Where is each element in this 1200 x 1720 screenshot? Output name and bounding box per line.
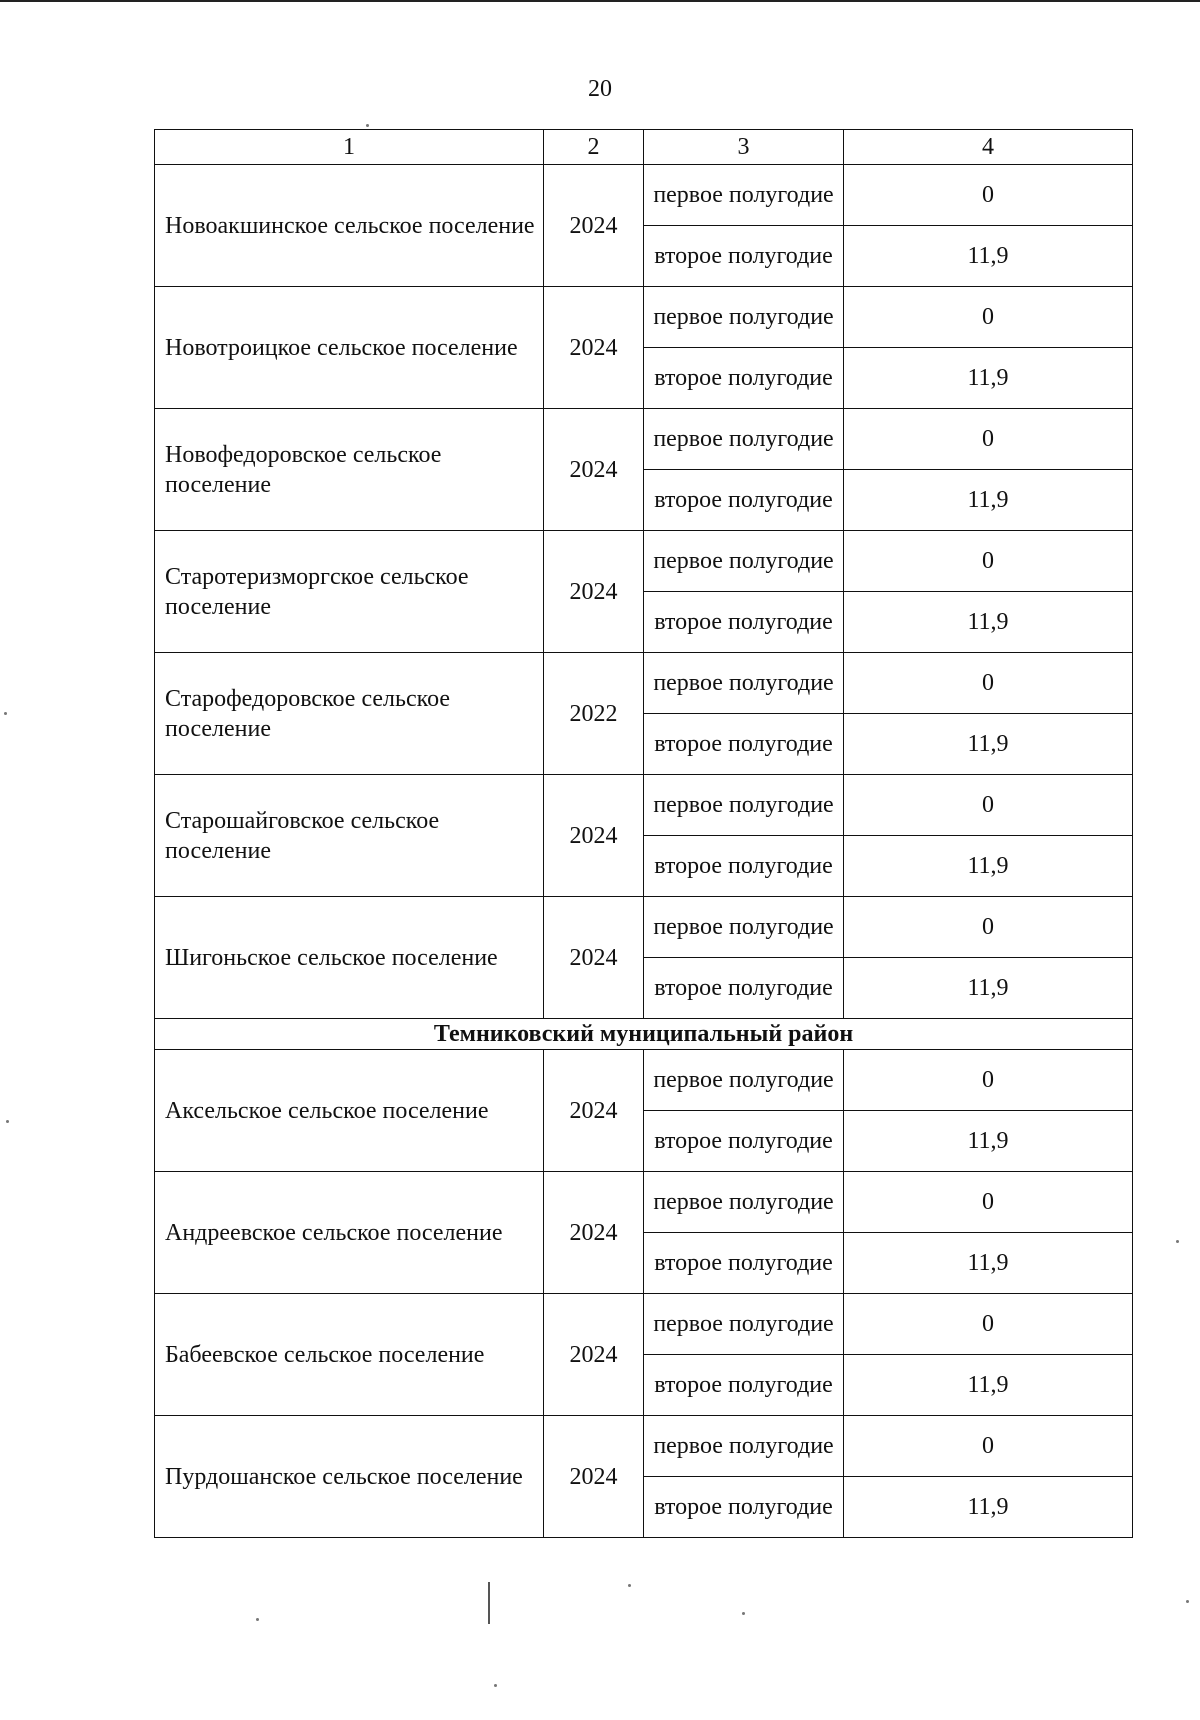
value-second-half: 11,9 (844, 226, 1133, 287)
settlement-name: Шигоньское сельское поселение (155, 897, 544, 1019)
period-first-half: первое полугодие (644, 653, 844, 714)
period-second-half: второе полугодие (644, 226, 844, 287)
settlement-name: Старофедоровское сельское поселение (155, 653, 544, 775)
year-cell: 2024 (544, 1416, 644, 1538)
value-second-half: 11,9 (844, 348, 1133, 409)
settlement-name: Бабеевское сельское поселение (155, 1294, 544, 1416)
value-first-half: 0 (844, 1294, 1133, 1355)
value-first-half: 0 (844, 653, 1133, 714)
year-cell: 2024 (544, 287, 644, 409)
value-first-half: 0 (844, 409, 1133, 470)
scan-speck (1176, 1240, 1179, 1243)
period-first-half: первое полугодие (644, 1172, 844, 1233)
column-header-2: 2 (544, 130, 644, 165)
table-row (155, 1294, 1133, 1355)
table-body (155, 130, 1133, 1538)
period-second-half: второе полугодие (644, 714, 844, 775)
year-cell: 2024 (544, 1294, 644, 1416)
table-row (155, 165, 1133, 226)
year-cell: 2024 (544, 1172, 644, 1294)
period-first-half: первое полугодие (644, 897, 844, 958)
settlement-name: Старошайговское сельское поселение (155, 775, 544, 897)
period-second-half: второе полугодие (644, 836, 844, 897)
scan-speck (6, 1120, 9, 1123)
table-row (155, 1050, 1133, 1111)
section-row (155, 1019, 1133, 1050)
value-second-half: 11,9 (844, 1111, 1133, 1172)
period-second-half: второе полугодие (644, 1111, 844, 1172)
page-number: 20 (588, 76, 612, 102)
settlement-name: Новоакшинское сельское поселение (155, 165, 544, 287)
table-row (155, 653, 1133, 714)
period-second-half: второе полугодие (644, 348, 844, 409)
period-second-half: второе полугодие (644, 1477, 844, 1538)
period-first-half: первое полугодие (644, 1416, 844, 1477)
settlement-name: Новофедоровское сельское поселение (155, 409, 544, 531)
value-second-half: 11,9 (844, 714, 1133, 775)
value-first-half: 0 (844, 287, 1133, 348)
scan-speck (742, 1612, 745, 1615)
year-cell: 2024 (544, 897, 644, 1019)
settlement-name: Андреевское сельское поселение (155, 1172, 544, 1294)
period-second-half: второе полугодие (644, 1355, 844, 1416)
scan-speck (4, 712, 7, 715)
period-second-half: второе полугодие (644, 470, 844, 531)
value-first-half: 0 (844, 897, 1133, 958)
scan-speck (1186, 1600, 1189, 1603)
table-row (155, 897, 1133, 958)
scan-speck (494, 1684, 497, 1687)
value-second-half: 11,9 (844, 592, 1133, 653)
value-second-half: 11,9 (844, 470, 1133, 531)
settlement-name: Пурдошанское сельское поселение (155, 1416, 544, 1538)
value-second-half: 11,9 (844, 958, 1133, 1019)
table-row (155, 775, 1133, 836)
year-cell: 2024 (544, 165, 644, 287)
period-first-half: первое полугодие (644, 775, 844, 836)
year-cell: 2024 (544, 1050, 644, 1172)
settlement-name: Новотроицкое сельское поселение (155, 287, 544, 409)
value-second-half: 11,9 (844, 1355, 1133, 1416)
period-second-half: второе полугодие (644, 1233, 844, 1294)
settlement-name: Аксельское сельское поселение (155, 1050, 544, 1172)
table-row (155, 1416, 1133, 1477)
section-title: Темниковский муниципальный район (155, 1019, 1133, 1050)
year-cell: 2024 (544, 531, 644, 653)
value-second-half: 11,9 (844, 1477, 1133, 1538)
period-first-half: первое полугодие (644, 409, 844, 470)
value-first-half: 0 (844, 1416, 1133, 1477)
period-second-half: второе полугодие (644, 592, 844, 653)
value-first-half: 0 (844, 775, 1133, 836)
table-row (155, 409, 1133, 470)
scan-speck (628, 1584, 631, 1587)
period-first-half: первое полугодие (644, 165, 844, 226)
period-first-half: первое полугодие (644, 1050, 844, 1111)
year-cell: 2024 (544, 775, 644, 897)
value-first-half: 0 (844, 1050, 1133, 1111)
value-first-half: 0 (844, 1172, 1133, 1233)
year-cell: 2024 (544, 409, 644, 531)
period-first-half: первое полугодие (644, 287, 844, 348)
header-row (155, 130, 1133, 165)
column-header-3: 3 (644, 130, 844, 165)
value-second-half: 11,9 (844, 836, 1133, 897)
column-header-4: 4 (844, 130, 1133, 165)
table-row (155, 287, 1133, 348)
table-row (155, 531, 1133, 592)
table-row (155, 1172, 1133, 1233)
scan-speck (256, 1618, 259, 1621)
top-border-line (0, 0, 1200, 2)
period-second-half: второе полугодие (644, 958, 844, 1019)
period-first-half: первое полугодие (644, 531, 844, 592)
value-first-half: 0 (844, 531, 1133, 592)
data-table (154, 129, 1133, 1538)
column-header-1: 1 (155, 130, 544, 165)
value-first-half: 0 (844, 165, 1133, 226)
year-cell: 2022 (544, 653, 644, 775)
scan-speck (366, 124, 369, 127)
value-second-half: 11,9 (844, 1233, 1133, 1294)
settlement-name: Старотеризморгское сельское поселение (155, 531, 544, 653)
scan-mark (488, 1582, 490, 1624)
period-first-half: первое полугодие (644, 1294, 844, 1355)
